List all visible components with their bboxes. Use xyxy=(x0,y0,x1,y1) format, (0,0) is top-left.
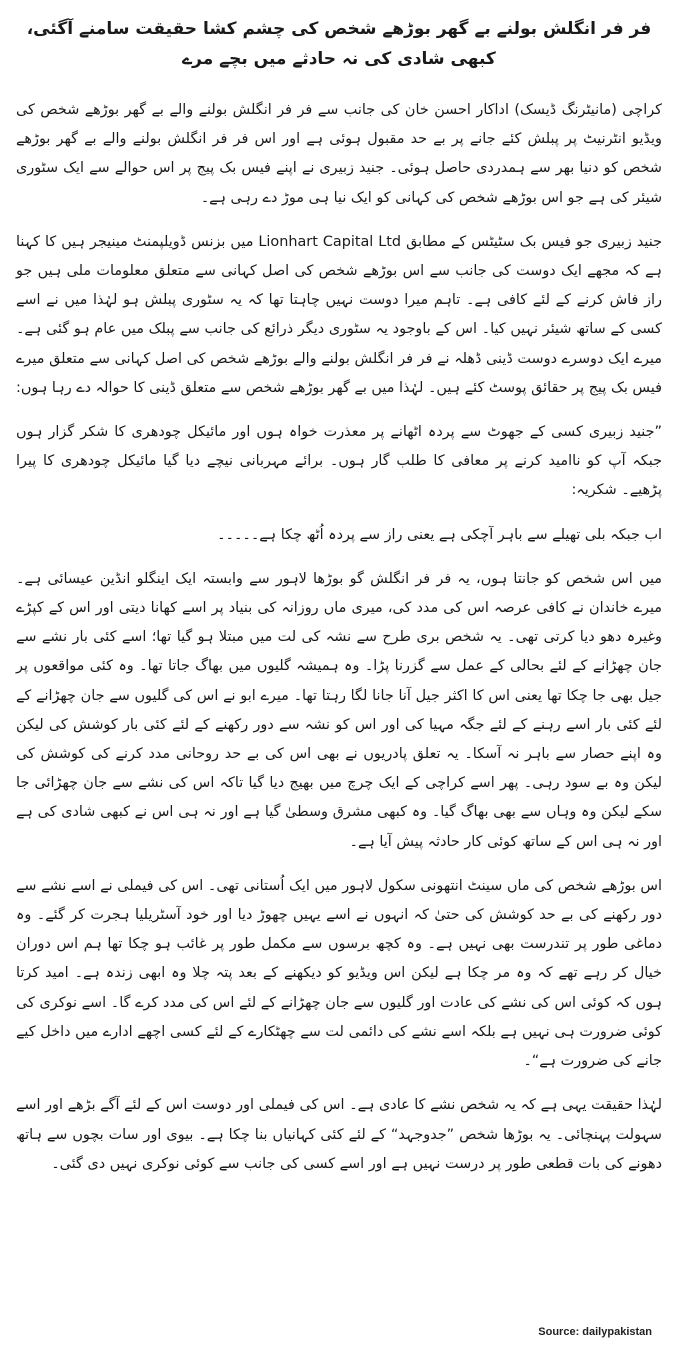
article-paragraph-6: اس بوڑھے شخص کی ماں سینٹ انتھونی سکول لاہور میں ایک اُستانی تھی۔ اس کی فیملی نے اسے نشے سے دور رکھنے کی بے حد کوشش کی حتیٰ کہ انہوں نے اسے یہیں چھوڑ دیا اور خود آسٹریلیا ہجرت کر گئے۔ وہ دماغی طور پر تندرست بھی نہیں ہے۔ وہ کچھ برسوں سے مکمل طور پر غائب ہو چکا تھا ہم اس دوران خیال کر رہے تھے کہ وہ مر چکا ہے لیکن اس ویڈیو کو دیکھنے کے بعد پتہ چلا وہ ابھی زندہ ہے۔ امید کرتا ہوں کہ کوئی اس کی نشے کی عادت اور گلیوں سے جان چھڑانے کے لئے اس کی مدد کرے گا۔ اسے نوکری کی کوئی ضرورت ہی نہیں ہے بلکہ اسے نشے کی دائمی لت سے چھٹکارے کے لئے کسی اچھے ادارے میں داخل کیے جانے کی ضرورت ہے“۔ xyxy=(16,877,662,1070)
article-paragraph-5: میں اس شخص کو جانتا ہوں، یہ فر فر انگلش گو بوڑھا لاہور سے وابستہ ایک اینگلو انڈین عیسائی ہے۔ میرے خاندان نے کافی عرصہ اس کی مدد کی، میری ماں روزانہ کی بنیاد پر اسے کھانا دیتی اور اس کے کپڑے وغیرہ دھو دیا کرتی تھی۔ یہ شخص بری طرح سے نشہ کی لت میں مبتلا ہو گیا تھا؛ اسے کئی بار نشے سے جان چھڑانے کے لئے بحالی کے عمل سے گزرنا پڑا۔ وہ ہمیشہ گلیوں میں بھاگ جاتا تھا۔ وہ کئی مواقعوں پر جیل بھی جا چکا تھا یعنی اس کا اکثر جیل آنا جانا لگا رہتا تھا۔ میرے ابو نے اس کی گلیوں سے جان چھڑانے کے لئے کئی بار اسے رہنے کے لئے جگہ مہیا کی اور اس کو نشہ سے دور رکھنے کے لئے کئی بار کوشش کی لیکن وہ اپنے حصار سے باہر نہ آسکا۔ یہ تعلق پادریوں نے بھی اس کی بے حد روحانی مدد کرنے کی کوشش کی لیکن وہ بے سود رہی۔ پھر اسے کراچی کے ایک چرچ میں بھیج دیا گیا تاکہ اس کی نشے سے جان چھڑائی جا سکے لیکن وہ وہاں سے بھی بھاگ گیا۔ وہ کبھی مشرق وسطیٰ گیا ہے اور نہ ہی اس نے کبھی شادی کی ہے اور نہ ہی اس کے ساتھ کوئی کار حادثہ پیش آیا ہے۔ xyxy=(16,570,662,850)
article-headline: فر فر انگلش بولنے بے گھر بوڑھے شخص کی چشم کشا حقیقت سامنے آگئی، کبھی شادی کی نہ حادثے میں بچے مرے xyxy=(26,19,652,69)
article-paragraph-4: اب جبکہ بلی تھیلے سے باہر آچکی ہے یعنی راز سے پردہ اُٹھ چکا ہے۔۔۔۔۔ xyxy=(217,526,662,543)
article-paragraph-1: کراچی (مانیٹرنگ ڈیسک) اداکار احسن خان کی جانب سے فر فر انگلش بولنے والے بے گھر بوڑھے شخص کی ویڈیو انٹرنیٹ پر پبلش کئے جانے پر بے حد مقبول ہوئی ہے اور اس فر فر انگلش بولنے والے بے گھر بوڑھے شخص کو دنیا بھر سے ہمدردی حاصل ہوئی۔ جنید زبیری نے اپنے فیس بک پیج پر اس حوالے سے ایک سٹوری شیئر کی ہے جو اس بوڑھے شخص کی کہانی کو ایک نیا ہی موڑ دے رہی ہے۔ xyxy=(16,102,662,206)
source-credit: Source: dailypakistan xyxy=(538,1326,652,1338)
article-paragraph-3: ”جنید زبیری کسی کے جھوٹ سے پردہ اٹھانے پر معذرت خواہ ہوں اور مائیکل چودھری کا شکر گزار ہوں جبکہ آپ کو ناامید کرنے پر معافی کا طلب گار ہوں۔ برائے مہربانی نیچے دیا گیا مائیکل چودھری کا پیرا پڑھیے۔ شکریہ: xyxy=(16,424,662,499)
article xyxy=(16,14,662,1194)
article-paragraph-2: جنید زبیری جو فیس بک سٹیٹس کے مطابق Lionhart Capital Ltd میں بزنس ڈویلپمنٹ مینیجر ہیں کا کہنا ہے کہ مجھے ایک دوست کی جانب سے اس بوڑھے شخص کی اصل کہانی سے متعلق معلومات ملی ہیں جو راز فاش کرنے کے لئے کافی ہے۔ تاہم میرا دوست نہیں چاہتا تھا کہ یہ سٹوری پبلش ہو لہٰذا میں نے اسے کسی کے ساتھ شیئر نہیں کیا۔ اس کے باوجود یہ سٹوری دیگر ذرائع کی جانب سے پبلک میں عام ہو گئی ہے۔ میرے ایک دوسرے دوست ڈینی ڈھلہ نے فر فر انگلش بولنے والے بوڑھے شخص کی اصل کہانی سے متعلق میرے فیس بک پیج پر حقائق پوسٹ کئے ہیں۔ لہٰذا میں بے گھر بوڑھے شخص سے متعلق ڈینی کا حوالہ دے رہا ہوں: xyxy=(16,233,662,396)
article-paragraph-7: لہٰذا حقیقت یہی ہے کہ یہ شخص نشے کا عادی ہے۔ اس کی فیملی اور دوست اس کے لئے آگے بڑھے اور اسے سہولت پہنچائی۔ یہ بوڑھا شخص ”جدوجہد“ کے لئے کئی کہانیاں بنا چکا ہے۔ بیوی اور سات بچوں سے ہاتھ دھونے کی بات قطعی طور پر درست نہیں ہے اور اسے کسی کی جانب سے کوئی نوکری نہیں دی گئی۔ xyxy=(16,1097,662,1172)
